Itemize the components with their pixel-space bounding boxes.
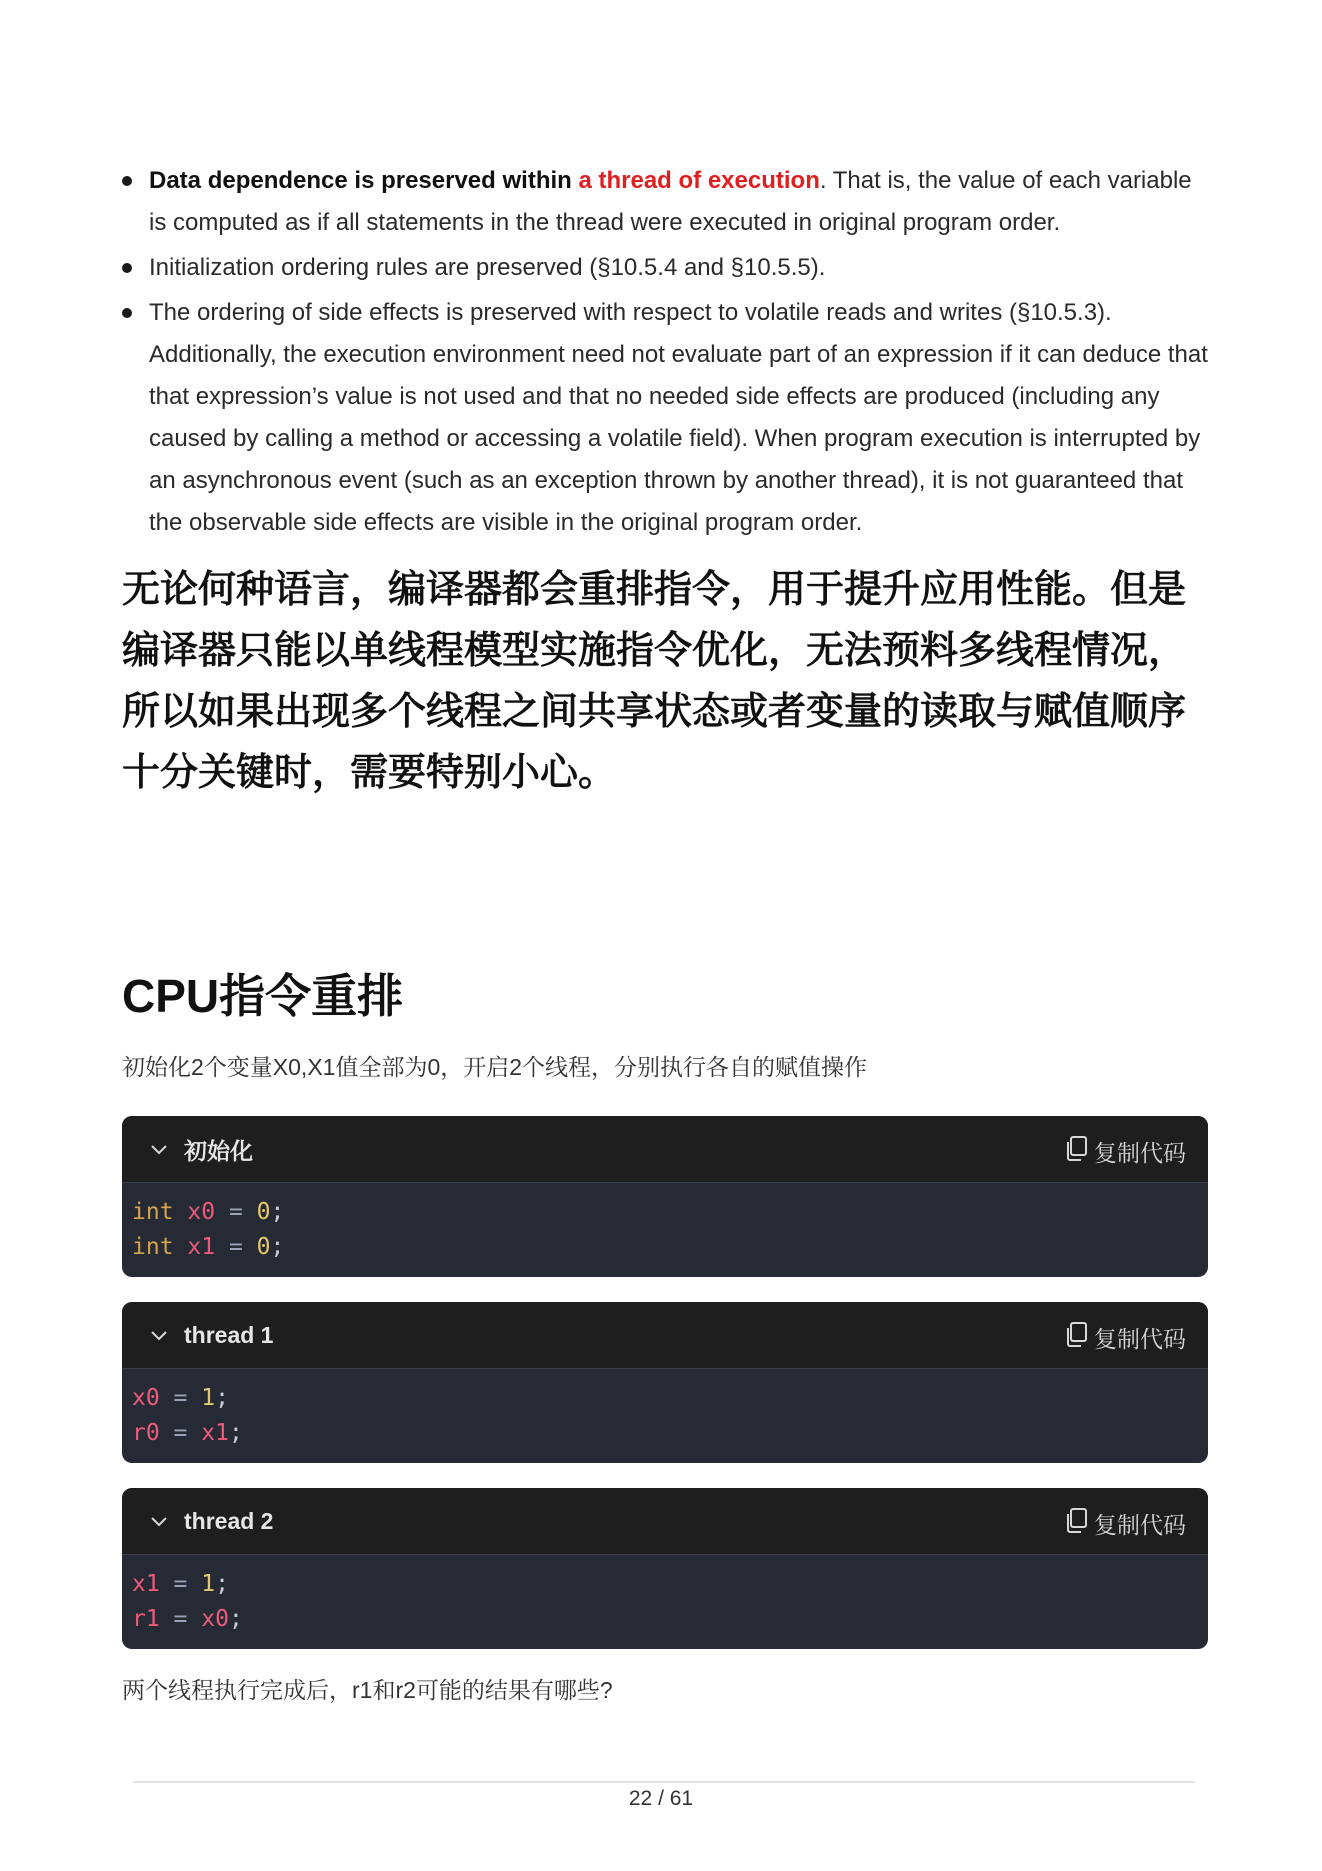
code-body — [122, 1369, 1208, 1463]
code-block-title: thread 2 — [184, 1507, 274, 1534]
chevron-down-icon[interactable] — [146, 1322, 172, 1348]
bullet-dot — [122, 263, 132, 273]
page-number: 22 / 61 — [628, 1787, 694, 1810]
copy-code-label: 复制代码 — [1094, 1139, 1186, 1166]
code-token: = — [215, 1234, 257, 1260]
code-line — [132, 1416, 1198, 1451]
copy-code-button[interactable] — [1064, 1134, 1186, 1168]
code-token: ; — [270, 1234, 285, 1260]
footer-divider — [133, 1781, 1195, 1783]
code-token: 1 — [201, 1571, 216, 1597]
code-token: = — [159, 1606, 202, 1632]
bullet-item — [122, 292, 1212, 544]
code-block-header — [122, 1302, 1208, 1369]
bullet-item — [122, 247, 1212, 289]
code-line — [132, 1381, 1198, 1416]
code-token: = — [159, 1385, 202, 1411]
code-token: = — [159, 1420, 202, 1446]
code-body — [122, 1555, 1208, 1649]
bullet-bold-text: Data dependence is preserved within — [149, 167, 579, 194]
bullet-item — [122, 160, 1212, 244]
code-line — [132, 1195, 1198, 1230]
code-token: ; — [228, 1606, 243, 1632]
code-token: ; — [215, 1571, 229, 1597]
code-block-init — [122, 1116, 1208, 1277]
code-block-title: 初始化 — [184, 1137, 253, 1164]
code-token: x1 — [187, 1234, 216, 1260]
code-token: ; — [215, 1385, 229, 1411]
code-block-header — [122, 1488, 1208, 1555]
code-token: x1 — [132, 1571, 160, 1597]
emphasis-paragraph: 无论何种语言，编译器都会重排指令，用于提升应用性能。但是编译器只能以单线程模型实施指令优化，无法预料多线程情况，所以如果出现多个线程之间共享状态或者变量的读取与赋值顺序十分关键时，需要特别小心。 — [122, 569, 1187, 794]
bullet-text: . That is, the value of each variable is computed as if all statements in the thread were executed in original program order. — [149, 167, 1192, 236]
copy-icon — [1064, 1506, 1094, 1540]
copy-code-button[interactable] — [1064, 1320, 1186, 1354]
bullet-text: Initialization ordering rules are preserved (§10.5.4 and §10.5.5). — [149, 254, 826, 281]
chevron-down-icon[interactable] — [146, 1508, 172, 1534]
copy-icon — [1064, 1320, 1094, 1354]
code-token: 1 — [201, 1385, 216, 1411]
copy-code-label: 复制代码 — [1094, 1325, 1186, 1352]
code-block-title: thread 1 — [184, 1321, 274, 1348]
code-token: ; — [270, 1199, 285, 1225]
code-line — [132, 1567, 1198, 1602]
copy-code-button[interactable] — [1064, 1506, 1186, 1540]
code-block-thread-2 — [122, 1488, 1208, 1649]
code-body — [122, 1183, 1208, 1277]
intro-paragraph: 初始化2个变量X0,X1值全部为0，开启2个线程，分别执行各自的赋值操作 — [122, 1054, 868, 1080]
code-line — [132, 1230, 1198, 1265]
bullet-dot — [122, 176, 132, 186]
bullet-text: The ordering of side effects is preserved with respect to volatile reads and writes (§10.5.3). Additionally, the execution environment need not evaluate part of an expression if it can deduce that that expression’s value is not used and that no needed side effects are produced (including any caused by calling a method or accessing a volatile field). When program execution is interrupted by an asynchronous event (such as an exception thrown by another thread), it is not guaranteed that the observable side effects are visible in the original program order. — [149, 299, 1208, 536]
code-token: x1 — [201, 1420, 229, 1446]
code-token — [174, 1234, 188, 1260]
code-token: x0 — [132, 1385, 160, 1411]
code-token: r0 — [132, 1420, 160, 1446]
code-token: x0 — [201, 1606, 229, 1632]
code-token: int — [132, 1234, 174, 1260]
bullet-list — [122, 160, 1212, 544]
code-token: ; — [228, 1420, 243, 1446]
highlighted-term: a thread of execution — [578, 167, 820, 194]
code-token — [174, 1199, 188, 1225]
code-block-header — [122, 1116, 1208, 1183]
code-token: r1 — [132, 1606, 160, 1632]
code-token: = — [215, 1199, 257, 1225]
code-token: int — [132, 1199, 174, 1225]
code-token: x0 — [187, 1199, 216, 1225]
code-token: = — [159, 1571, 202, 1597]
code-token: 0 — [256, 1199, 271, 1225]
bullet-dot — [122, 308, 132, 318]
section-heading: CPU指令重排 — [122, 970, 404, 1022]
copy-icon — [1064, 1134, 1094, 1168]
code-token: 0 — [256, 1234, 271, 1260]
copy-code-label: 复制代码 — [1094, 1511, 1186, 1538]
chevron-down-icon[interactable] — [146, 1136, 172, 1162]
question-paragraph: 两个线程执行完成后，r1和r2可能的结果有哪些? — [122, 1677, 613, 1703]
code-block-thread-1 — [122, 1302, 1208, 1463]
code-line — [132, 1602, 1198, 1637]
